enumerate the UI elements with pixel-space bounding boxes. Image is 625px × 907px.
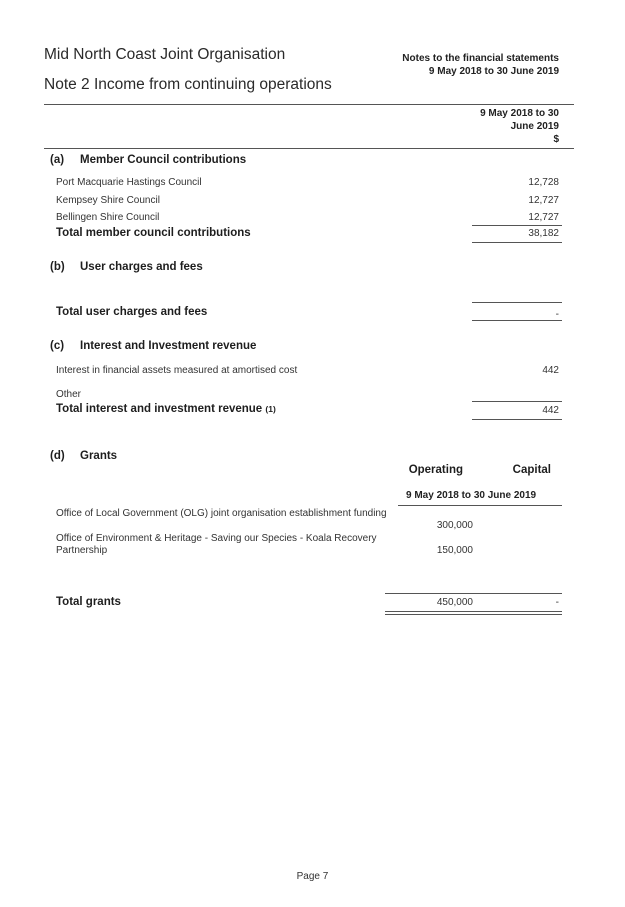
section-a-heading (50, 154, 246, 166)
row-value: 442 (542, 365, 559, 376)
total-rule (472, 242, 562, 243)
subtotal-rule (472, 302, 562, 303)
total-grants-operating: 450,000 (436, 597, 473, 608)
row-value: 12,727 (528, 195, 559, 206)
row-value: 12,727 (528, 212, 559, 223)
subtotal-rule (472, 401, 562, 402)
row-value: 12,728 (528, 177, 559, 188)
section-c-letter: (c) (50, 340, 65, 352)
total-grants-capital: - (555, 597, 559, 608)
subtotal-rule (472, 225, 562, 226)
total-interest-label (56, 403, 276, 415)
section-d-title: Grants (80, 450, 118, 462)
total-interest-footnote: (1) (265, 404, 276, 414)
grant-row-label: Office of Environment & Heritage - Saving our Species - Koala Recovery Partnership (56, 533, 377, 556)
total-user-charges-value: - (555, 309, 559, 320)
header-period: 9 May 2018 to 30 June 2019 (428, 66, 559, 77)
row-label: Interest in financial assets measured at amortised cost (56, 365, 298, 376)
grants-subtotal-rule (385, 593, 562, 594)
section-c-title: Interest and Investment revenue (80, 340, 257, 352)
section-c-heading (50, 340, 256, 352)
notes-label: Notes to the financial statements (402, 53, 559, 64)
grant-row-operating: 150,000 (436, 545, 473, 556)
grants-col-capital: Capital (512, 464, 551, 476)
grants-period: 9 May 2018 to 30 June 2019 (406, 490, 537, 501)
column-header-rule (44, 148, 574, 149)
total-interest-value: 442 (542, 405, 559, 416)
section-d-letter: (d) (50, 450, 65, 462)
header-rule (44, 104, 574, 105)
section-d-heading (50, 450, 117, 462)
total-member-contributions-value: 38,182 (528, 228, 559, 239)
row-label: Kempsey Shire Council (56, 195, 160, 206)
section-b-title: User charges and fees (80, 261, 203, 273)
section-a-letter: (a) (50, 154, 65, 166)
grant-row-operating: 300,000 (436, 520, 473, 531)
total-rule (472, 320, 562, 321)
column-header-line2: June 2019 (510, 121, 559, 132)
note-title: Note 2 Income from continuing operations (44, 76, 332, 93)
grants-col-operating: Operating (408, 464, 463, 476)
grants-header-rule (398, 505, 562, 506)
total-interest-label-text: Total interest and investment revenue (56, 403, 263, 415)
organisation-name: Mid North Coast Joint Organisation (44, 46, 286, 63)
total-member-contributions-label: Total member council contributions (56, 227, 251, 239)
total-grants-label: Total grants (56, 596, 121, 608)
column-header-currency: $ (553, 134, 559, 145)
column-header-line1: 9 May 2018 to 30 (480, 108, 559, 119)
row-label: Bellingen Shire Council (56, 212, 160, 223)
row-label: Port Macquarie Hastings Council (56, 177, 202, 188)
grant-row-label: Office of Local Government (OLG) joint organisation establishment funding (56, 508, 387, 519)
section-b-letter: (b) (50, 261, 65, 273)
grants-total-double-rule (385, 611, 562, 615)
row-label: Other (56, 389, 82, 400)
total-user-charges-label: Total user charges and fees (56, 306, 208, 318)
page-number: Page 7 (296, 871, 329, 882)
total-rule (472, 419, 562, 420)
section-b-heading (50, 261, 203, 273)
section-a-title: Member Council contributions (80, 154, 247, 166)
